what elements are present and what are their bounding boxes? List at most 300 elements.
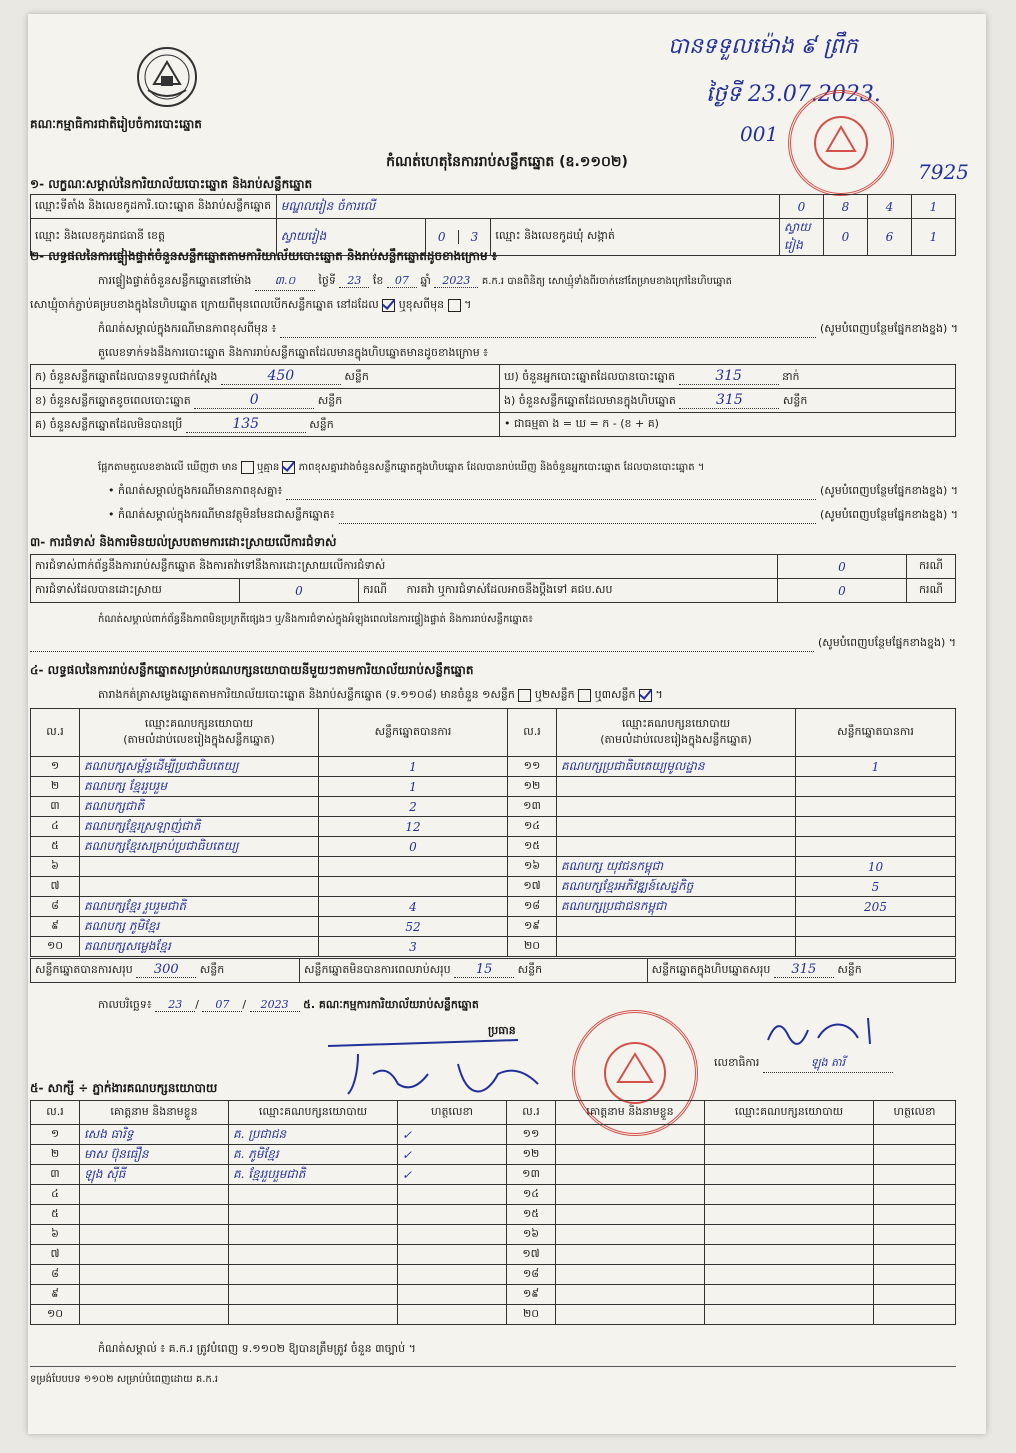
total-box-label: សន្លឹកឆ្នោតក្នុងហិបឆ្នោតសរុប (651, 963, 771, 976)
table-row (31, 1125, 956, 1145)
compare-line-text: ផ្អែកតាមតួលេខខាងលើ ឃើញថា មាន (98, 462, 238, 473)
one-sheet-checkbox[interactable] (518, 689, 531, 702)
count-d-value: 315 (679, 368, 779, 385)
vote-count: 2 (319, 797, 508, 817)
vote-party: គណបក្សប្រជាធិបតេយ្យមូលដ្ឋាន (557, 757, 796, 777)
witness-no: ១៦ (507, 1225, 556, 1245)
vote-count (796, 817, 956, 837)
note-diff2-label: • កំណត់សម្គាល់ក្នុងករណីមានភាពខុសគ្នា៖ (108, 484, 283, 497)
table-row (31, 777, 956, 797)
province-code-2: 3 (470, 230, 479, 244)
vote-no: ៨ (31, 897, 80, 917)
objection-row2-unit: ករណី (363, 582, 387, 596)
vote-no: ៥ (31, 837, 80, 857)
table-row (31, 1245, 956, 1265)
count-c-unit: សន្លឹក (309, 417, 334, 431)
vote-party (557, 817, 796, 837)
vote-no: ១២ (508, 777, 557, 797)
votes-col-votes-2: សន្លឹកឆ្នោតបានការ (796, 709, 956, 757)
total-valid-label: សន្លឹកឆ្នោតបានការសរុប (35, 963, 133, 976)
province-label: ឈ្មោះ និងលេខកូដរាជធានី ខេត្ត (31, 219, 277, 256)
vote-party (557, 917, 796, 937)
form-title: កំណត់ហេតុនៃការរាប់សន្លឹកឆ្នោត (ឧ.១១០២) (386, 154, 628, 170)
witness-no: ២០ (507, 1305, 556, 1325)
witness-signature (874, 1125, 956, 1145)
votes-col-party-sub-2: (តាមលំដាប់លេខរៀងក្នុងសន្លឹកឆ្នោត) (600, 732, 752, 746)
witness-name (80, 1205, 229, 1225)
witness-col-name: គោត្តនាម និងនាមខ្លួន (80, 1101, 229, 1125)
vote-count: 1 (319, 757, 508, 777)
commune-label: ឈ្មោះ និងលេខកូដឃុំ សង្កាត់ (491, 219, 780, 256)
votes-col-party-sub: (តាមលំដាប់លេខរៀងក្នុងសន្លឹកឆ្នោត) (123, 732, 275, 746)
witness-signature: ✓ (398, 1125, 507, 1145)
secretary-name: ឡុង តារី (763, 1056, 893, 1073)
site-code-4: 1 (911, 195, 955, 219)
witness-party (705, 1145, 874, 1165)
table-row (31, 1185, 956, 1205)
table-row (31, 937, 956, 957)
witness-no: ៩ (31, 1285, 80, 1305)
total-valid-value: 300 (136, 962, 196, 978)
section3-heading: ៣- ការជំទាស់ និងការមិនយល់ស្របតាមការដោះស្រាយលើការជំទាស់ (30, 535, 337, 549)
witness-name (556, 1205, 705, 1225)
votes-col-party-2 (557, 709, 796, 757)
witness-signature (398, 1285, 507, 1305)
two-sheet-label: ឬ២សន្លឹក (534, 688, 575, 701)
witness-no: ១៨ (507, 1265, 556, 1285)
count-e-unit: សន្លឹក (782, 393, 808, 407)
vote-party (557, 937, 796, 957)
section1-heading: ១- លក្ខណៈសម្គាល់នៃការិយាល័យបោះឆ្នោត និងរាប់សន្លឹកឆ្នោត (30, 177, 313, 191)
witness-name: សេង ធារិទ្ធ (80, 1125, 229, 1145)
vote-no: ១ (31, 757, 80, 777)
count-e-label: ង) ចំនួនសន្លឹកឆ្នោតដែលមានក្នុងហិបឆ្នោត (504, 393, 676, 407)
official-stamp-top (788, 90, 894, 196)
vote-count (796, 917, 956, 937)
witness-name (80, 1265, 229, 1285)
witness-no: ១ (31, 1125, 80, 1145)
date-month: 07 (202, 998, 242, 1012)
total-box-unit: សន្លឹក (837, 963, 862, 976)
vote-party: គណបក្សប្រជាជនកម្ពុជា (557, 897, 796, 917)
vote-count (796, 797, 956, 817)
vote-no: ៧ (31, 877, 80, 897)
site-value: មណ្ឌលរៀន ចំការលើ (276, 195, 779, 219)
objection-row1-unit: ករណី (907, 555, 956, 579)
table-row (31, 857, 956, 877)
witness-no: ១៥ (507, 1205, 556, 1225)
table-row (31, 1265, 956, 1285)
secretary-line (714, 1056, 893, 1073)
site-code-1: 0 (780, 195, 824, 219)
witness-party (705, 1245, 874, 1265)
witness-no: ៤ (31, 1185, 80, 1205)
vote-no: ១៧ (508, 877, 557, 897)
vote-count (319, 857, 508, 877)
table-row (31, 837, 956, 857)
section5-heading: ៥- សាក្សី ÷ ភ្នាក់ងារគណបក្សនយោបាយ (30, 1081, 218, 1095)
witness-name (556, 1185, 705, 1205)
check-year-label: ឆ្នាំ (420, 274, 431, 287)
count-a-label: ក) ចំនួនសន្លឹកឆ្នោតដែលបានទទួលជាក់ស្តែង (35, 369, 218, 383)
witness-party (705, 1165, 874, 1185)
footnote: កំណត់សម្គាល់ ៖ គ.ក.រ ត្រូវបំពេញ ទ.១១០២ ឱ្យបានត្រឹមត្រូវ ចំនួន ៣ច្បាប់ ។ (98, 1342, 416, 1355)
votes-col-party (80, 709, 319, 757)
table-row (31, 1165, 956, 1185)
table-row (31, 817, 956, 837)
witness-party (705, 1265, 874, 1285)
table-row (31, 1305, 956, 1325)
witness-name (556, 1165, 705, 1185)
vote-party: គណបក្សជាតិ (80, 797, 319, 817)
vote-party (80, 877, 319, 897)
count-d-label: ឃ) ចំនួនអ្នកបោះឆ្នោតដែលបានបោះឆ្នោត (504, 369, 676, 383)
witness-no: ១៣ (507, 1165, 556, 1185)
objection-row2b-cell (359, 579, 778, 603)
witness-name (556, 1145, 705, 1165)
note-diff-label: កំណត់សម្គាល់ក្នុងករណីមានភាពខុសពីមុន ៖ (98, 322, 277, 335)
witness-party (705, 1205, 874, 1225)
votes-col-votes: សន្លឹកឆ្នោតបានការ (319, 709, 508, 757)
section1-table (30, 194, 956, 256)
site-code-3: 4 (867, 195, 911, 219)
intro-table: តួលេខទាក់ទងនឹងការបោះឆ្នោត និងការរាប់សន្លឹកឆ្នោតដែលមានក្នុងហិបឆ្នោតមានដូចខាងក្រោម ៖ (98, 346, 489, 359)
check-line-2: សោឃ្មុំចាក់ភ្ជាប់គម្របខាងក្នុងនៃហិបឆ្នោត ក្រោយពីមុនពេលបើកសន្លឹកឆ្នោត នៅដដែល ឬខុសពីមុន ។ (30, 298, 472, 311)
two-sheet-checkbox[interactable] (578, 689, 591, 702)
objection-row1-value: 0 (778, 555, 907, 579)
commune-code-1: 0 (823, 219, 867, 256)
formula: • ជាធម្មតា ង = ឃ = ក - (ខ + គ) (500, 413, 956, 437)
vote-party (557, 797, 796, 817)
witness-party (229, 1265, 398, 1285)
witness-party: គ. ប្រជាជន (229, 1125, 398, 1145)
objection-note-row (30, 636, 956, 652)
received-note: បានទទួលម៉ោង ៩ ព្រឹក (668, 34, 858, 59)
witness-name (80, 1285, 229, 1305)
chair-label: ប្រធាន (488, 1024, 516, 1037)
vote-no: ១៦ (508, 857, 557, 877)
total-invalid-value: 15 (454, 962, 514, 978)
witness-col-party-2: ឈ្មោះគណបក្សនយោបាយ (705, 1101, 874, 1125)
votes-col-no: ល.រ (31, 709, 80, 757)
compare-tail: ភាពខុសគ្នារវាងចំនួនសន្លឹកឆ្នោតក្នុងហិបឆ្នោត ដែលបានរាប់ឃើញ និងចំនួនអ្នកបោះឆ្នោត ដែលបានបោះឆ្នោត ។ (298, 462, 705, 473)
date-day: 23 (155, 998, 195, 1012)
vote-party (557, 837, 796, 857)
witness-no: ១៧ (507, 1245, 556, 1265)
witness-signature (398, 1225, 507, 1245)
commune-code-3: 1 (911, 219, 955, 256)
check-line-1-text: ការផ្ទៀងផ្ទាត់ចំនួនសន្លឹកឆ្នោតនៅម៉ោង (98, 274, 252, 287)
witness-party (705, 1125, 874, 1145)
vote-party: គណបក្ស ភូមិខ្មែរ (80, 917, 319, 937)
vote-no: ១០ (31, 937, 80, 957)
votes-col-party-label: ឈ្មោះគណបក្សនយោបាយ (144, 716, 254, 730)
witness-signature: ✓ (398, 1165, 507, 1185)
vote-no: ២០ (508, 937, 557, 957)
table-row (31, 1205, 956, 1225)
count-b-label: ខ) ចំនួនសន្លឹកឆ្នោតខូចពេលបោះឆ្នោត (35, 393, 191, 407)
witness-col-sign-2: ហត្ថលេខា (874, 1101, 956, 1125)
date-label: កាលបរិច្ឆេទ៖ (98, 998, 152, 1011)
witness-no: ១០ (31, 1305, 80, 1325)
vote-no: ១៩ (508, 917, 557, 937)
witness-name (556, 1225, 705, 1245)
table-row (31, 917, 956, 937)
witness-table (30, 1100, 956, 1325)
form-sheet (28, 14, 986, 1434)
vote-no: ១៤ (508, 817, 557, 837)
witness-signature (398, 1265, 507, 1285)
witness-party (229, 1305, 398, 1325)
witness-name (80, 1185, 229, 1205)
vote-count: 1 (319, 777, 508, 797)
witness-name: ឡុង ស៊ីធី (80, 1165, 229, 1185)
votes-col-party-label-2: ឈ្មោះគណបក្សនយោបាយ (621, 716, 731, 730)
three-sheet-checkbox[interactable] (639, 689, 652, 702)
sheets-line: តារាងកត់ត្រាសម្លេងឆ្នោតតាមការិយាល័យបោះឆ្នោត និងរាប់សន្លឹកឆ្នោត (ទ.១១០៨) មានចំនួន ១សន្លឹក ឬ២សន្លឹក ឬ៣សន្លឹក ។ (98, 688, 663, 701)
witness-name (556, 1305, 705, 1325)
vote-count (796, 777, 956, 797)
witness-signature (874, 1225, 956, 1245)
witness-signature (874, 1245, 956, 1265)
objection-table (30, 554, 956, 603)
objection-row2b-label: ការតវ៉ា ឬការជំទាស់ដែលអាចនឹងប្តឹងទៅ គជប.សប (406, 582, 613, 596)
check-day-label: ថ្ងៃទី (318, 274, 336, 287)
check-time: ៣.០ (255, 274, 315, 291)
witness-signature (398, 1205, 507, 1225)
witness-name (556, 1265, 705, 1285)
vote-party: គណបក្សខ្មែរ រួបរួមជាតិ (80, 897, 319, 917)
witness-no: ១២ (507, 1145, 556, 1165)
objection-row2b-value: 0 (778, 579, 907, 603)
witness-no: ២ (31, 1145, 80, 1165)
witness-name (80, 1245, 229, 1265)
vote-no: ២ (31, 777, 80, 797)
witness-party (229, 1225, 398, 1245)
witness-signature (398, 1245, 507, 1265)
count-a-value: 450 (221, 368, 341, 385)
table-row (31, 897, 956, 917)
secretary-label: លេខាធិការ (714, 1056, 760, 1069)
vote-party (80, 857, 319, 877)
note-diff2-row (108, 484, 958, 500)
check-day: 23 (339, 274, 369, 288)
vote-party (557, 777, 796, 797)
received-date: ថ្ងៃទី 23.07.2023. (706, 82, 881, 107)
vote-party: គណបក្សខ្មែរស្រឡាញ់ជាតិ (80, 817, 319, 837)
witness-party (229, 1185, 398, 1205)
table-row (31, 757, 956, 777)
count-a-unit: សន្លឹក (344, 369, 369, 383)
witness-party (705, 1185, 874, 1205)
vote-count: 205 (796, 897, 956, 917)
no-diff-label: ឬគ្មាន (257, 462, 280, 473)
witness-no: ១៩ (507, 1285, 556, 1305)
witness-signature (398, 1305, 507, 1325)
no-diff-checkbox[interactable] (282, 461, 295, 474)
objection-row2b-unit: ករណី (907, 579, 956, 603)
table-row (31, 1145, 956, 1165)
count-c-label: គ) ចំនួនសន្លឹកឆ្នោតដែលមិនបានប្រើ (35, 417, 183, 431)
witness-signature: ✓ (398, 1145, 507, 1165)
vote-count (319, 877, 508, 897)
count-c-value: 135 (186, 416, 306, 433)
total-invalid-unit: សន្លឹក (517, 963, 543, 976)
check-line-1 (98, 274, 958, 291)
vote-party: គណបក្ស យុវជនកម្ពុជា (557, 857, 796, 877)
vote-party: គណបក្សខ្មែរអភិវឌ្ឍន៍សេដ្ឋកិច្ច (557, 877, 796, 897)
witness-party (229, 1285, 398, 1305)
witness-no: ៣ (31, 1165, 80, 1185)
witness-signature (874, 1185, 956, 1205)
witness-party (705, 1285, 874, 1305)
witness-name (80, 1225, 229, 1245)
vote-count: 12 (319, 817, 508, 837)
witness-no: ៥ (31, 1205, 80, 1225)
vote-count: 5 (796, 877, 956, 897)
site-label: ឈ្មោះទីតាំង និងលេខកូដការិ.បោះឆ្នោត និងរាប់សន្លឹកឆ្នោត (31, 195, 277, 219)
witness-name (556, 1245, 705, 1265)
sheets-intro: តារាងកត់ត្រាសម្លេងឆ្នោតតាមការិយាល័យបោះឆ្នោត និងរាប់សន្លឹកឆ្នោត (ទ.១១០៨) មានចំនួន ១សន្លឹក (98, 688, 515, 701)
witness-name (556, 1125, 705, 1145)
witness-name (80, 1305, 229, 1325)
witness-signature (874, 1285, 956, 1305)
witness-signature (874, 1205, 956, 1225)
objection-note: កំណត់សម្គាល់ពាក់ព័ន្ធនឹងភាពមិនប្រក្រតីផ្សេងៗ ឬ/និងការជំទាស់ក្នុងអំឡុងពេលនៃការផ្ទៀងផ្ទាត់ និងការរាប់សន្លឹកឆ្នោត៖ (98, 614, 533, 625)
witness-no: ៦ (31, 1225, 80, 1245)
fill-more-3: (សូមបំពេញបន្ថែមផ្នែកខាងខ្នង) ។ (819, 508, 958, 521)
fill-more-4: (សូមបំពេញបន្ថែមផ្នែកខាងខ្នង) ។ (817, 636, 956, 649)
vote-party: គណបក្សខ្មែរសម្រាប់ប្រជាធិបតេយ្យ (80, 837, 319, 857)
check-month: 07 (387, 274, 417, 288)
witness-party (705, 1305, 874, 1325)
changed-label: ឬខុសពីមុន (398, 298, 445, 311)
note-invalid-label: • កំណត់សម្គាល់ក្នុងករណីមានវត្ថុមិនមែនជាសន្លឹកឆ្នោត៖ (108, 508, 335, 521)
witness-party (229, 1245, 398, 1265)
fill-more-2: (សូមបំពេញបន្ថែមផ្នែកខាងខ្នង) ។ (819, 484, 958, 497)
witness-signature (398, 1185, 507, 1205)
objection-row2-label: ការជំទាស់ដែលបានដោះស្រាយ (31, 579, 240, 603)
compare-line (98, 460, 704, 475)
witness-no: ១១ (507, 1125, 556, 1145)
counts-table (30, 364, 956, 437)
count-b-value: 0 (194, 392, 314, 409)
count-d-unit: នាក់ (782, 369, 800, 383)
witness-col-no: ល.រ (31, 1101, 80, 1125)
witness-signature (874, 1265, 956, 1285)
commune-code-2: 6 (867, 219, 911, 256)
section2-heading: ២- លទ្ធផលនៃការផ្ទៀងផ្ទាត់ចំនួនសន្លឹកឆ្នោតតាមការិយាល័យបោះឆ្នោត និងរាប់សន្លឹកឆ្នោតដូចខាងក្រោម ៖ (30, 249, 498, 263)
table-row (31, 1285, 956, 1305)
received-by: 001 (740, 122, 779, 146)
province-code-1: 0 (426, 230, 458, 244)
nec-emblem-icon (136, 46, 198, 108)
committee-label: ៥. គណៈកម្មការការិយាល័យរាប់សន្លឹកឆ្នោត (303, 998, 479, 1011)
vote-no: ៤ (31, 817, 80, 837)
note-diff-row (98, 322, 958, 338)
witness-col-name-2: គោត្តនាម និងនាមខ្លួន (556, 1101, 705, 1125)
fill-more-1: (សូមបំពេញបន្ថែមផ្នែកខាងខ្នង) ។ (819, 322, 958, 335)
vote-count: 52 (319, 917, 508, 937)
votes-table (30, 708, 956, 957)
witness-signature (874, 1145, 956, 1165)
votes-col-no-2: ល.រ (508, 709, 557, 757)
has-diff-checkbox[interactable] (241, 461, 254, 474)
count-b-unit: សន្លឹក (317, 393, 343, 407)
witness-party: គ. ភូមិខ្មែរ (229, 1145, 398, 1165)
total-valid-unit: សន្លឹក (199, 963, 225, 976)
objection-row2-value: 0 (240, 579, 359, 603)
witness-no: ១៤ (507, 1185, 556, 1205)
same-checkbox[interactable] (382, 299, 395, 312)
objection-row1-label: ការជំទាស់ពាក់ព័ន្ធនឹងការរាប់សន្លឹកឆ្នោត និងការតវ៉ាទៅនឹងការដោះស្រាយលើការជំទាស់ (31, 555, 778, 579)
section4-heading: ៤- លទ្ធផលនៃការរាប់សន្លឹកឆ្នោតសម្រាប់គណបក្សនយោបាយនីមួយៗតាមការិយាល័យរាប់សន្លឹកឆ្នោត (30, 663, 474, 677)
witness-signature (874, 1305, 956, 1325)
witness-name: មាស ប៊ុនធឿន (80, 1145, 229, 1165)
form-footer: ទម្រង់បែបបទ ១១០២ សម្រាប់បំពេញដោយ គ.ក.រ (30, 1374, 219, 1385)
vote-party: គណបក្សសម្ព័ន្ធដើម្បីប្រជាធិបតេយ្យ (80, 757, 319, 777)
vote-count: 4 (319, 897, 508, 917)
chair-signature (318, 1034, 578, 1104)
check-year: 2023 (434, 274, 478, 288)
witness-no: ៧ (31, 1245, 80, 1265)
witness-party (229, 1205, 398, 1225)
vote-no: ១១ (508, 757, 557, 777)
vote-no: ១៨ (508, 897, 557, 917)
vote-count (796, 837, 956, 857)
table-row (31, 797, 956, 817)
witness-name (556, 1285, 705, 1305)
vote-count (796, 937, 956, 957)
province-value: ស្វាយរៀង (276, 219, 425, 256)
witness-no: ៨ (31, 1265, 80, 1285)
witness-col-party: ឈ្មោះគណបក្សនយោបាយ (229, 1101, 398, 1125)
vote-count: 10 (796, 857, 956, 877)
vote-no: ៩ (31, 917, 80, 937)
vote-party: គណបក្សសម្លេងខ្មែរ (80, 937, 319, 957)
witness-col-sign: ហត្ថលេខា (398, 1101, 507, 1125)
date-year: 2023 (250, 998, 300, 1012)
total-box-value: 315 (774, 962, 834, 978)
totals-table (30, 958, 956, 983)
vote-no: ៦ (31, 857, 80, 877)
vote-count: 0 (319, 837, 508, 857)
commune-value: ស្វាយរៀង (780, 219, 824, 256)
three-sheet-label: ឬ៣សន្លឹក (594, 688, 636, 701)
vote-no: ៣ (31, 797, 80, 817)
table-row (31, 1225, 956, 1245)
vote-no: ១៣ (508, 797, 557, 817)
secretary-signature (758, 1010, 898, 1050)
witness-party (705, 1225, 874, 1245)
witness-col-no-2: ល.រ (507, 1101, 556, 1125)
total-invalid-label: សន្លឹកឆ្នោតមិនបានការពេលរាប់សរុប (304, 963, 451, 976)
check-line-2-text: សោឃ្មុំចាក់ភ្ជាប់គម្របខាងក្នុងនៃហិបឆ្នោត ក្រោយពីមុនពេលបើកសន្លឹកឆ្នោត នៅដដែល (30, 298, 379, 311)
org-name: គណៈកម្មាធិការជាតិរៀបចំការបោះឆ្នោត (30, 117, 202, 131)
table-row (31, 877, 956, 897)
count-e-value: 315 (679, 392, 779, 409)
witness-party: គ. ខ្មែររួបរួមជាតិ (229, 1165, 398, 1185)
date-line: កាលបរិច្ឆេទ៖ 23 / 07 / 2023 ៥. គណៈកម្មការការិយាល័យរាប់សន្លឹកឆ្នោត (98, 998, 479, 1011)
vote-count: 3 (319, 937, 508, 957)
check-line-1-tail: គ.ក.រ បានពិនិត្យ សោឃ្មុំទាំងពីរចាក់នៅតែម្រាមខាងក្រៅនៃហិបឆ្នោត (481, 276, 733, 287)
site-code-2: 8 (823, 195, 867, 219)
note-invalid-row (108, 508, 958, 524)
received-code: 7925 (918, 160, 969, 184)
vote-no: ១៥ (508, 837, 557, 857)
vote-count: 1 (796, 757, 956, 777)
changed-checkbox[interactable] (448, 299, 461, 312)
